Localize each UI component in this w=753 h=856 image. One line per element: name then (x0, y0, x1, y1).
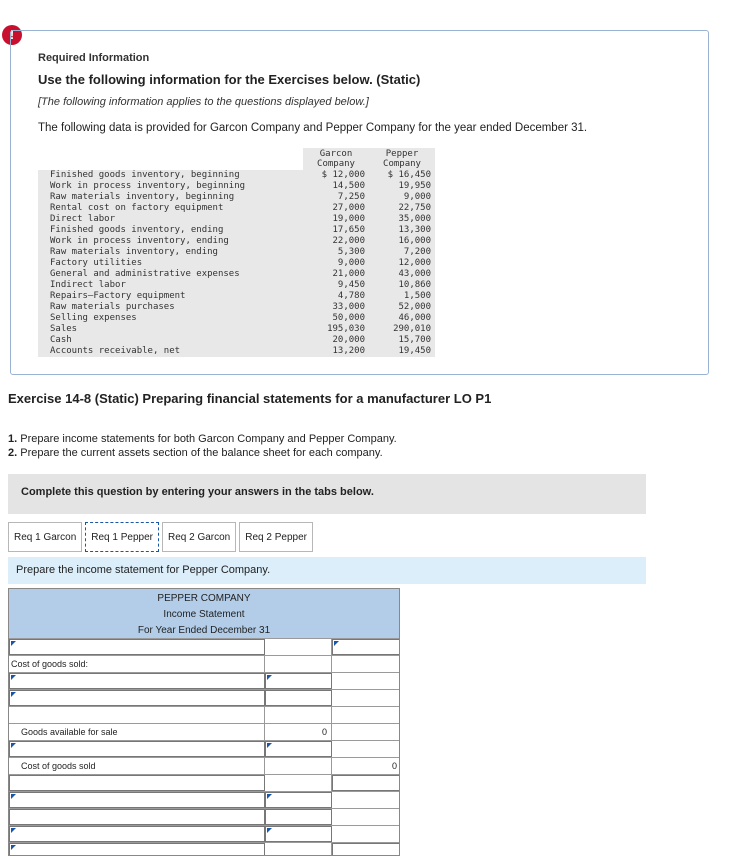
table-row (38, 181, 435, 192)
provided-data-text: The following data is provided for Garcon Company and Pepper Company for the year ended December 31. (38, 122, 588, 134)
table-row (38, 313, 435, 324)
garcon-value: 9,000 (303, 258, 369, 269)
row-label: Indirect labor (38, 280, 303, 291)
garcon-value: 17,650 (303, 225, 369, 236)
row-label: Factory utilities (38, 258, 303, 269)
account-select[interactable] (9, 843, 265, 856)
instruction-2: 2. Prepare the current assets section of the balance sheet for each company. (8, 447, 383, 459)
row-label: General and administrative expenses (38, 269, 303, 280)
exercise-title: Exercise 14-8 (Static) Preparing financial statements for a manufacturer LO P1 (8, 391, 492, 406)
row-label: Raw materials purchases (38, 302, 303, 313)
row-label: Sales (38, 324, 303, 335)
statement-row (9, 774, 400, 791)
total-cell (332, 690, 400, 706)
required-information-title: Required Information (38, 52, 150, 64)
account-select[interactable] (9, 792, 265, 808)
garcon-value: 13,200 (303, 346, 369, 357)
amount-input[interactable] (265, 673, 332, 689)
account-select[interactable] (9, 809, 265, 825)
tab-req2-garcon[interactable]: Req 2 Garcon (162, 522, 236, 552)
garcon-value: 14,500 (303, 181, 369, 192)
company-name: PEPPER COMPANY (157, 593, 251, 604)
table-row (38, 346, 435, 357)
table-row (38, 214, 435, 225)
row-label: Finished goods inventory, ending (38, 225, 303, 236)
amount-input[interactable] (265, 792, 332, 808)
row-label: Work in process inventory, beginning (38, 181, 303, 192)
statement-row (9, 791, 400, 808)
complete-question-banner (8, 474, 646, 514)
row-label: Selling expenses (38, 313, 303, 324)
pepper-value: $ 16,450 (369, 170, 435, 181)
garcon-value: 4,780 (303, 291, 369, 302)
statement-row (9, 689, 400, 706)
table-row (38, 170, 435, 181)
total-cell (332, 741, 400, 757)
prepare-instruction-bar (8, 557, 646, 584)
tab-req1-garcon[interactable]: Req 1 Garcon (8, 522, 82, 552)
table-row (38, 247, 435, 258)
total-cell (332, 724, 400, 740)
pepper-value: 19,450 (369, 346, 435, 357)
table-header-row (38, 148, 435, 170)
pepper-value: 15,700 (369, 335, 435, 346)
garcon-value: 21,000 (303, 269, 369, 280)
pepper-value: 9,000 (369, 192, 435, 203)
cogs-total-label: Cost of goods sold (9, 758, 265, 774)
amount-cell (265, 758, 332, 774)
amount-cell (265, 775, 332, 791)
account-select[interactable] (9, 826, 265, 842)
income-statement-worksheet (8, 588, 400, 856)
total-cell (332, 656, 400, 672)
cogs-section-label: Cost of goods sold: (9, 656, 265, 672)
statement-row (9, 706, 400, 723)
total-input[interactable] (332, 639, 400, 655)
garcon-value: 7,250 (303, 192, 369, 203)
table-row (38, 225, 435, 236)
pepper-value: 10,860 (369, 280, 435, 291)
row-label: Raw materials inventory, beginning (38, 192, 303, 203)
table-row (38, 280, 435, 291)
garcon-value: 5,300 (303, 247, 369, 258)
exclamation-icon: ! (2, 25, 22, 45)
table-row (38, 291, 435, 302)
required-information-panel (10, 30, 709, 375)
row-label: Repairs—Factory equipment (38, 291, 303, 302)
table-row (38, 203, 435, 214)
account-select[interactable] (9, 639, 265, 655)
statement-row (9, 638, 400, 655)
pepper-value: 22,750 (369, 203, 435, 214)
row-label: Cash (38, 335, 303, 346)
pepper-value: 16,000 (369, 236, 435, 247)
total-cell (332, 673, 400, 689)
statement-row (9, 808, 400, 825)
garcon-value: 19,000 (303, 214, 369, 225)
amount-input[interactable] (265, 809, 332, 825)
table-row (38, 236, 435, 247)
pepper-value: 290,010 (369, 324, 435, 335)
table-row (38, 192, 435, 203)
statement-name: Income Statement (163, 609, 245, 620)
tab-req1-pepper[interactable]: Req 1 Pepper (85, 522, 159, 552)
company-data-table (38, 148, 435, 357)
account-select[interactable] (9, 741, 265, 757)
table-row (38, 269, 435, 280)
row-label: Raw materials inventory, ending (38, 247, 303, 258)
garcon-value: 33,000 (303, 302, 369, 313)
statement-row (9, 825, 400, 842)
pepper-column-header: Pepper Company (369, 148, 435, 170)
table-row (38, 258, 435, 269)
statement-row (9, 842, 400, 856)
total-cell (332, 792, 400, 808)
use-following-heading: Use the following information for the Exercises below. (Static) (38, 72, 421, 87)
pepper-value: 43,000 (369, 269, 435, 280)
total-cell (332, 809, 400, 825)
row-label: Direct labor (38, 214, 303, 225)
pepper-value: 52,000 (369, 302, 435, 313)
blank-cell (9, 707, 265, 723)
table-row (38, 335, 435, 346)
total-input[interactable] (332, 843, 400, 856)
total-input[interactable] (332, 775, 400, 791)
account-select[interactable] (9, 690, 265, 706)
table-row (38, 302, 435, 313)
amount-cell (265, 843, 332, 856)
row-label: Accounts receivable, net (38, 346, 303, 357)
row-label: Work in process inventory, ending (38, 236, 303, 247)
total-cell (332, 707, 400, 723)
statement-row (9, 740, 400, 757)
goods-available-label: Goods available for sale (9, 724, 265, 740)
amount-input[interactable] (265, 741, 332, 757)
goods-available-value: 0 (265, 724, 332, 740)
garcon-value: 9,450 (303, 280, 369, 291)
cogs-total-value: 0 (391, 761, 397, 771)
pepper-value: 12,000 (369, 258, 435, 269)
garcon-column-header: Garcon Company (303, 148, 369, 170)
total-cell (332, 826, 400, 842)
table-row (38, 324, 435, 335)
statement-period: For Year Ended December 31 (137, 625, 271, 636)
row-label: Rental cost on factory equipment (38, 203, 303, 214)
row-label: Finished goods inventory, beginning (38, 170, 303, 181)
account-select[interactable] (9, 673, 265, 689)
prepare-instruction-text: Prepare the income statement for Pepper Company. (16, 564, 271, 576)
statement-row (9, 655, 400, 672)
applies-note: [The following information applies to the questions displayed below.] (38, 96, 369, 108)
tab-req2-pepper[interactable]: Req 2 Pepper (239, 522, 313, 552)
amount-cell (265, 707, 332, 723)
garcon-value: 27,000 (303, 203, 369, 214)
exercise-instructions (8, 432, 397, 460)
statement-row (9, 723, 400, 740)
garcon-value: 50,000 (303, 313, 369, 324)
complete-question-text: Complete this question by entering your answers in the tabs below. (21, 486, 374, 498)
amount-cell (265, 656, 332, 672)
garcon-value: 22,000 (303, 236, 369, 247)
statement-header (9, 589, 399, 638)
requirement-tabs (8, 522, 316, 554)
amount-cell (265, 639, 332, 655)
amount-input[interactable] (265, 826, 332, 842)
pepper-value: 7,200 (369, 247, 435, 258)
pepper-value: 1,500 (369, 291, 435, 302)
garcon-value: $ 12,000 (303, 170, 369, 181)
statement-row (9, 757, 400, 774)
instruction-1: 1. Prepare income statements for both Garcon Company and Pepper Company. (8, 433, 397, 445)
amount-input[interactable] (265, 690, 332, 706)
pepper-value: 19,950 (369, 181, 435, 192)
garcon-value: 195,030 (303, 324, 369, 335)
pepper-value: 13,300 (369, 225, 435, 236)
pepper-value: 35,000 (369, 214, 435, 225)
garcon-value: 20,000 (303, 335, 369, 346)
statement-row (9, 672, 400, 689)
account-select[interactable] (9, 775, 265, 791)
pepper-value: 46,000 (369, 313, 435, 324)
